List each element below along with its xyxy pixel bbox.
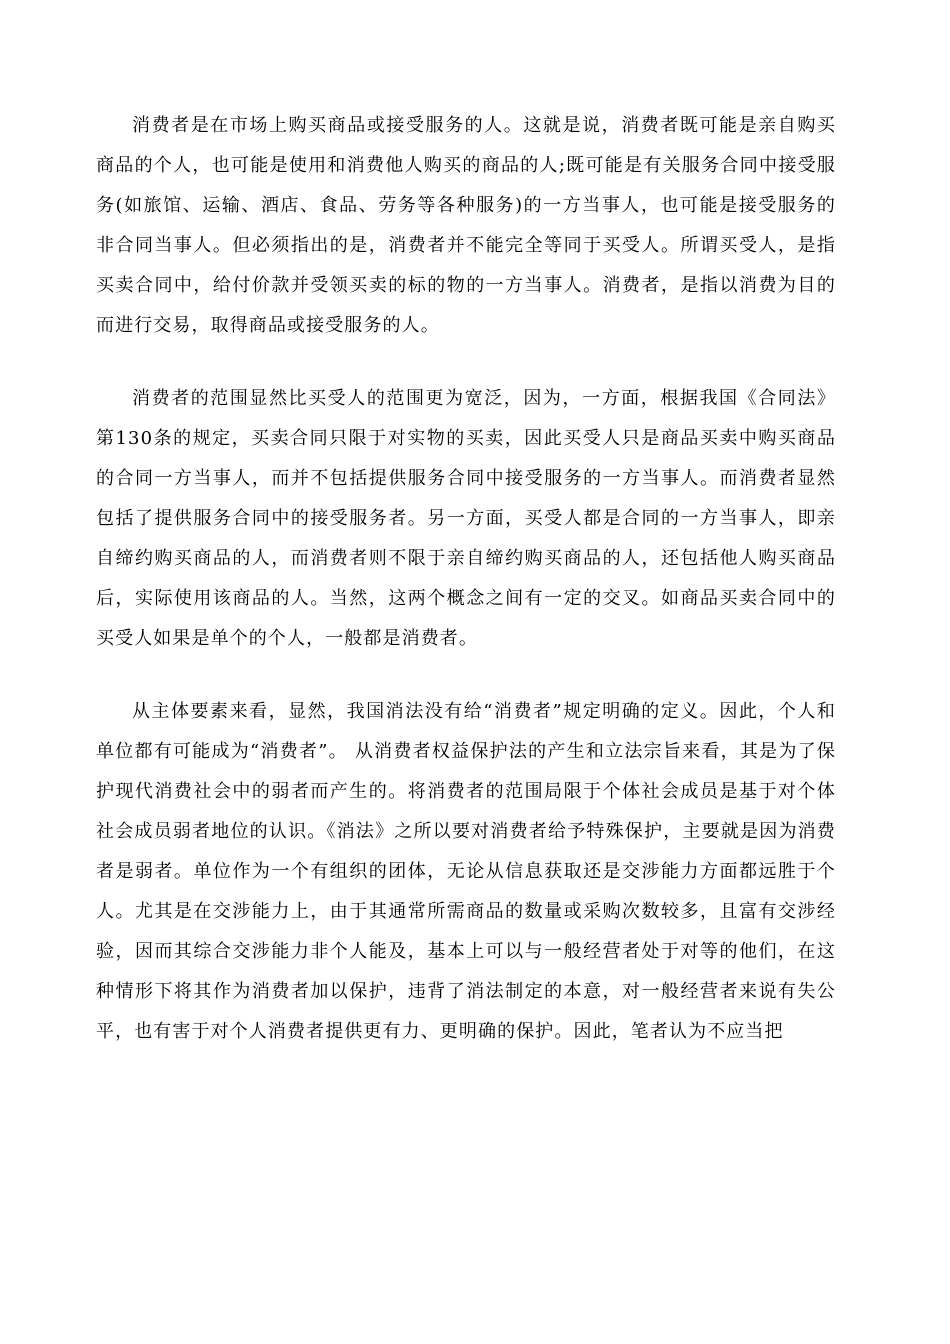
document-body — [96, 106, 836, 1085]
paragraph-2: 消费者的范围显然比买受人的范围更为宽泛，因为，一方面，根据我国《合同法》第130条的规定，买卖合同只限于对实物的买卖，因此买受人只是商品买卖中购买商品的合同一方当事人，而并不包括提供服务合同中接受服务的一方当事人。而消费者显然包括了提供服务合同中的接受服务者。另一方面，买受人都是合同的一方当事人，即亲自缔约购买商品的人，而消费者则不限于亲自缔约购买商品的人，还包括他人购买商品后，实际使用该商品的人。当然，这两个概念之间有一定的交叉。如商品买卖合同中的买受人如果是单个的个人，一般都是消费者。 — [96, 388, 836, 649]
paragraph-3: 从主体要素来看，显然，我国消法没有给“消费者”规定明确的定义。因此，个人和单位都有可能成为“消费者”。 从消费者权益保护法的产生和立法宗旨来看，其是为了保护现代消费社会中的弱者而产生的。将消费者的范围局限于个体社会成员是基于对个体社会成员弱者地位的认识。《消法》之所以要对消费者给予特殊保护，主要就是因为消费者是弱者。单位作为一个有组织的团体，无论从信息获取还是交涉能力方面都远胜于个人。尤其是在交涉能力上，由于其通常所需商品的数量或采购次数较多，且富有交涉经验，因而其综合交涉能力非个人能及，基本上可以与一般经营者处于对等的他们，在这种情形下将其作为消费者加以保护，违背了消法制定的本意，对一般经营者来说有失公平，也有害于对个人消费者提供更有力、更明确的保护。因此，笔者认为不应当把 — [96, 701, 836, 1042]
paragraph-1: 消费者是在市场上购买商品或接受服务的人。这就是说，消费者既可能是亲自购买商品的个人，也可能是使用和消费他人购买的商品的人;既可能是有关服务合同中接受服务(如旅馆、运输、酒店、食品、劳务等各种服务)的一方当事人，也可能是接受服务的非合同当事人。但必须指出的是，消费者并不能完全等同于买受人。所谓买受人，是指买卖合同中，给付价款并受领买卖的标的物的一方当事人。消费者，是指以消费为目的而进行交易，取得商品或接受服务的人。 — [96, 115, 836, 336]
